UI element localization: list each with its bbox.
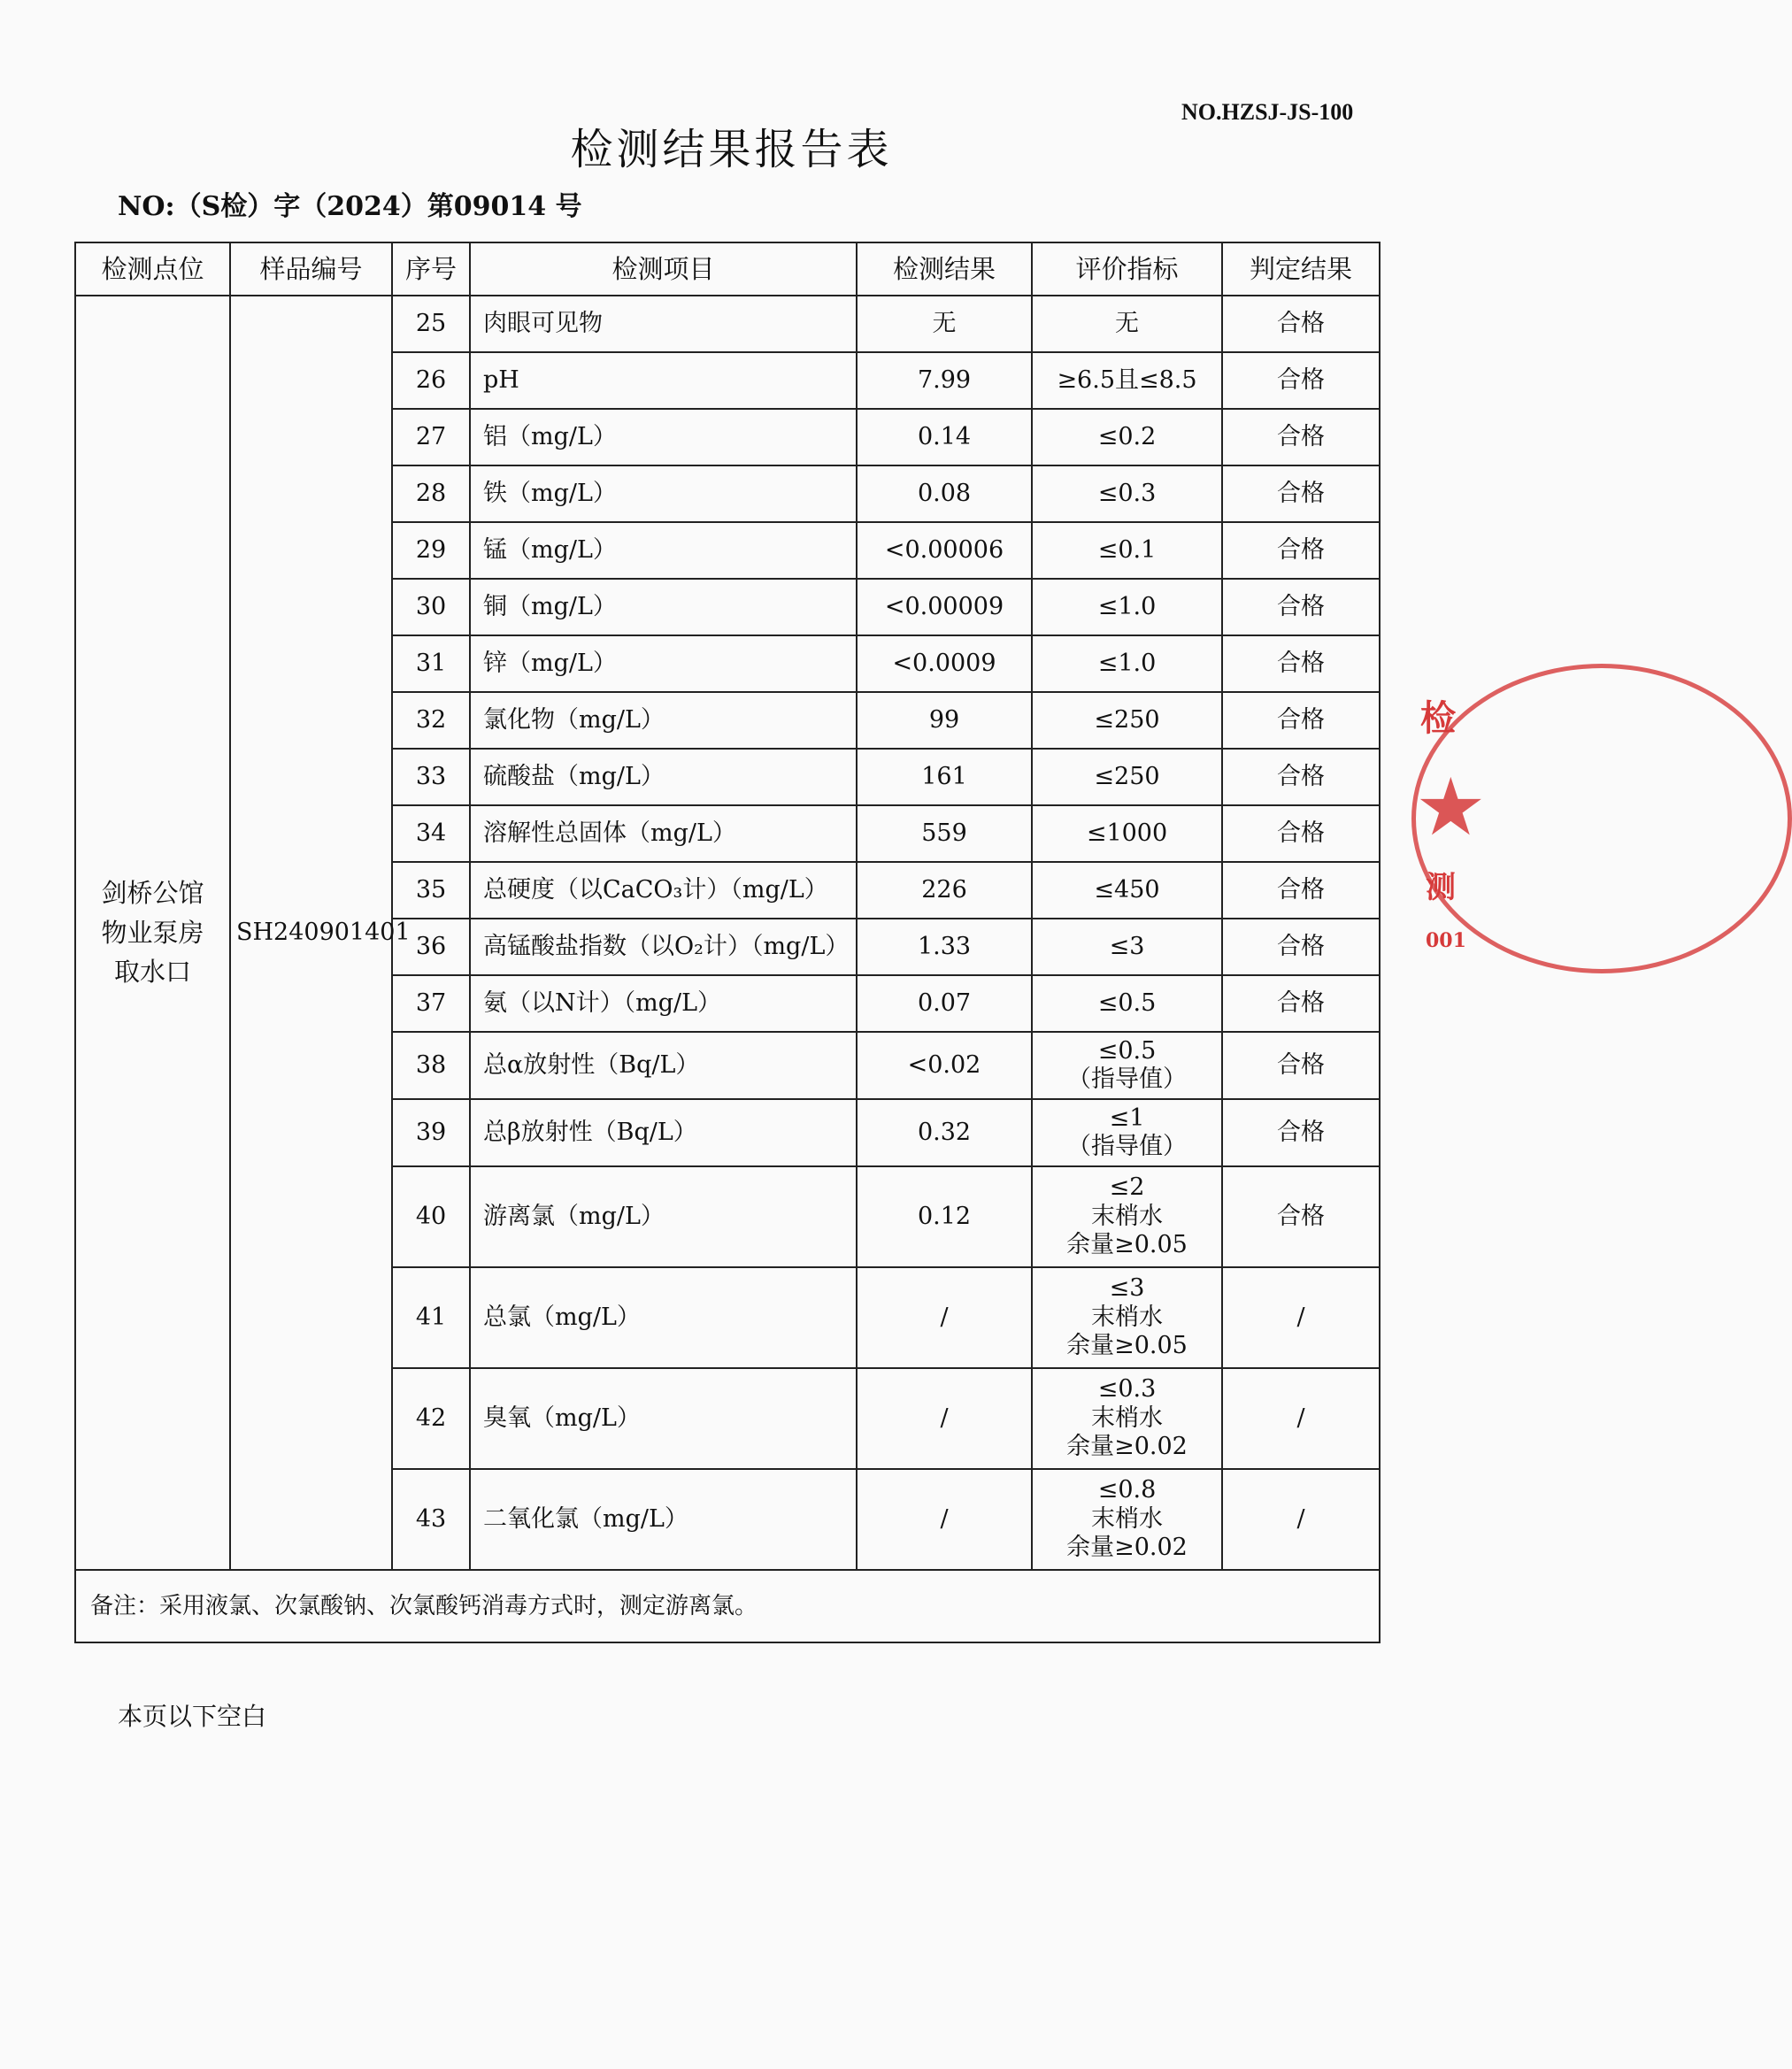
verdict-cell: / <box>1222 1469 1380 1570</box>
result-cell: 161 <box>857 749 1032 805</box>
item-cell: 氨（以N计）（mg/L） <box>470 975 857 1032</box>
seq-cell: 32 <box>392 692 470 749</box>
seq-cell: 39 <box>392 1099 470 1166</box>
verdict-cell: 合格 <box>1222 579 1380 635</box>
result-cell: 99 <box>857 692 1032 749</box>
verdict-cell: 合格 <box>1222 522 1380 579</box>
standard-cell: 无 <box>1032 296 1222 352</box>
seq-cell: 30 <box>392 579 470 635</box>
item-cell: 溶解性总固体（mg/L） <box>470 805 857 862</box>
item-cell: 总β放射性（Bq/L） <box>470 1099 857 1166</box>
result-cell: <0.0009 <box>857 635 1032 692</box>
item-cell: 肉眼可见物 <box>470 296 857 352</box>
standard-cell: ≤3 末梢水 余量≥0.05 <box>1032 1267 1222 1368</box>
verdict-cell: 合格 <box>1222 1032 1380 1099</box>
results-table <box>74 242 1381 1643</box>
standard-cell: ≤1.0 <box>1032 635 1222 692</box>
result-cell: <0.00009 <box>857 579 1032 635</box>
seq-cell: 25 <box>392 296 470 352</box>
item-cell: 总硬度（以CaCO₃计）（mg/L） <box>470 862 857 919</box>
item-cell: 游离氯（mg/L） <box>470 1166 857 1267</box>
verdict-cell: 合格 <box>1222 635 1380 692</box>
standard-cell: ≤0.3 末梢水 余量≥0.02 <box>1032 1368 1222 1469</box>
verdict-cell: 合格 <box>1222 749 1380 805</box>
official-seal-stamp <box>1411 664 1487 965</box>
item-cell: 锰（mg/L） <box>470 522 857 579</box>
item-cell: 氯化物（mg/L） <box>470 692 857 749</box>
verdict-cell: 合格 <box>1222 352 1380 409</box>
standard-cell: ≤0.3 <box>1032 465 1222 522</box>
standard-cell: ≤1.0 <box>1032 579 1222 635</box>
verdict-cell: 合格 <box>1222 692 1380 749</box>
seq-cell: 36 <box>392 919 470 975</box>
verdict-cell: 合格 <box>1222 919 1380 975</box>
header-row <box>75 242 1380 296</box>
blank-below-note: 本页以下空白 <box>118 1702 267 1731</box>
header-item: 检测项目 <box>470 242 857 296</box>
seq-cell: 41 <box>392 1267 470 1368</box>
item-cell: 总α放射性（Bq/L） <box>470 1032 857 1099</box>
result-cell: 0.14 <box>857 409 1032 465</box>
item-cell: 二氧化氯（mg/L） <box>470 1469 857 1570</box>
seq-cell: 26 <box>392 352 470 409</box>
header-verdict: 判定结果 <box>1222 242 1380 296</box>
report-title: 检测结果报告表 <box>570 125 893 174</box>
item-cell: pH <box>470 352 857 409</box>
header-sample-no: 样品编号 <box>230 242 392 296</box>
item-cell: 铁（mg/L） <box>470 465 857 522</box>
verdict-cell: 合格 <box>1222 1166 1380 1267</box>
result-cell: 7.99 <box>857 352 1032 409</box>
item-cell: 锌（mg/L） <box>470 635 857 692</box>
seal-star-icon: ★ <box>1415 761 1487 854</box>
standard-cell: ≤250 <box>1032 692 1222 749</box>
document-code: NO.HZSJ-JS-100 <box>1181 99 1354 125</box>
result-cell: <0.00006 <box>857 522 1032 579</box>
standard-cell: ≤0.1 <box>1032 522 1222 579</box>
standard-cell: ≤250 <box>1032 749 1222 805</box>
report-number: NO:（S检）字（2024）第09014 号 <box>118 191 582 222</box>
verdict-cell: 合格 <box>1222 409 1380 465</box>
verdict-cell: 合格 <box>1222 975 1380 1032</box>
verdict-cell: / <box>1222 1267 1380 1368</box>
standard-cell: ≥6.5且≤8.5 <box>1032 352 1222 409</box>
item-cell: 总氯（mg/L） <box>470 1267 857 1368</box>
seal-text-number: 001 <box>1426 929 1466 952</box>
standard-cell: ≤0.2 <box>1032 409 1222 465</box>
item-cell: 臭氧（mg/L） <box>470 1368 857 1469</box>
seq-cell: 42 <box>392 1368 470 1469</box>
seq-cell: 34 <box>392 805 470 862</box>
verdict-cell: 合格 <box>1222 1099 1380 1166</box>
item-cell: 铝（mg/L） <box>470 409 857 465</box>
seal-text-mid: 测 <box>1426 870 1456 905</box>
result-cell: 0.12 <box>857 1166 1032 1267</box>
item-cell: 铜（mg/L） <box>470 579 857 635</box>
verdict-cell: 合格 <box>1222 862 1380 919</box>
standard-cell: ≤2 末梢水 余量≥0.05 <box>1032 1166 1222 1267</box>
result-cell: / <box>857 1469 1032 1570</box>
standard-cell: ≤0.5 （指导值） <box>1032 1032 1222 1099</box>
seq-cell: 33 <box>392 749 470 805</box>
item-cell: 硫酸盐（mg/L） <box>470 749 857 805</box>
result-cell: 无 <box>857 296 1032 352</box>
standard-cell: ≤1 （指导值） <box>1032 1099 1222 1166</box>
seq-cell: 27 <box>392 409 470 465</box>
standard-cell: ≤0.8 末梢水 余量≥0.02 <box>1032 1469 1222 1570</box>
seq-cell: 31 <box>392 635 470 692</box>
result-cell: 0.07 <box>857 975 1032 1032</box>
verdict-cell: / <box>1222 1368 1380 1469</box>
result-cell: 0.08 <box>857 465 1032 522</box>
seq-cell: 29 <box>392 522 470 579</box>
result-cell: <0.02 <box>857 1032 1032 1099</box>
seal-text-top: 检 <box>1420 697 1456 739</box>
location-cell: 剑桥公馆 物业泵房 取水口 <box>75 296 230 1570</box>
standard-cell: ≤450 <box>1032 862 1222 919</box>
item-cell: 高锰酸盐指数（以O₂计）（mg/L） <box>470 919 857 975</box>
header-location: 检测点位 <box>75 242 230 296</box>
seq-cell: 40 <box>392 1166 470 1267</box>
seq-cell: 28 <box>392 465 470 522</box>
note-text: 备注：采用液氯、次氯酸钠、次氯酸钙消毒方式时，测定游离氯。 <box>75 1570 1380 1642</box>
seq-cell: 35 <box>392 862 470 919</box>
standard-cell: ≤0.5 <box>1032 975 1222 1032</box>
table-row <box>75 296 1380 352</box>
verdict-cell: 合格 <box>1222 805 1380 862</box>
note-row <box>75 1570 1380 1642</box>
seq-cell: 37 <box>392 975 470 1032</box>
result-cell: 559 <box>857 805 1032 862</box>
standard-cell: ≤1000 <box>1032 805 1222 862</box>
seq-cell: 38 <box>392 1032 470 1099</box>
result-cell: / <box>857 1267 1032 1368</box>
result-cell: 226 <box>857 862 1032 919</box>
header-seq: 序号 <box>392 242 470 296</box>
sample-no-cell: SH240901401 <box>230 296 392 1570</box>
result-cell: / <box>857 1368 1032 1469</box>
result-cell: 0.32 <box>857 1099 1032 1166</box>
result-cell: 1.33 <box>857 919 1032 975</box>
verdict-cell: 合格 <box>1222 465 1380 522</box>
seq-cell: 43 <box>392 1469 470 1570</box>
header-result: 检测结果 <box>857 242 1032 296</box>
header-standard: 评价指标 <box>1032 242 1222 296</box>
standard-cell: ≤3 <box>1032 919 1222 975</box>
verdict-cell: 合格 <box>1222 296 1380 352</box>
